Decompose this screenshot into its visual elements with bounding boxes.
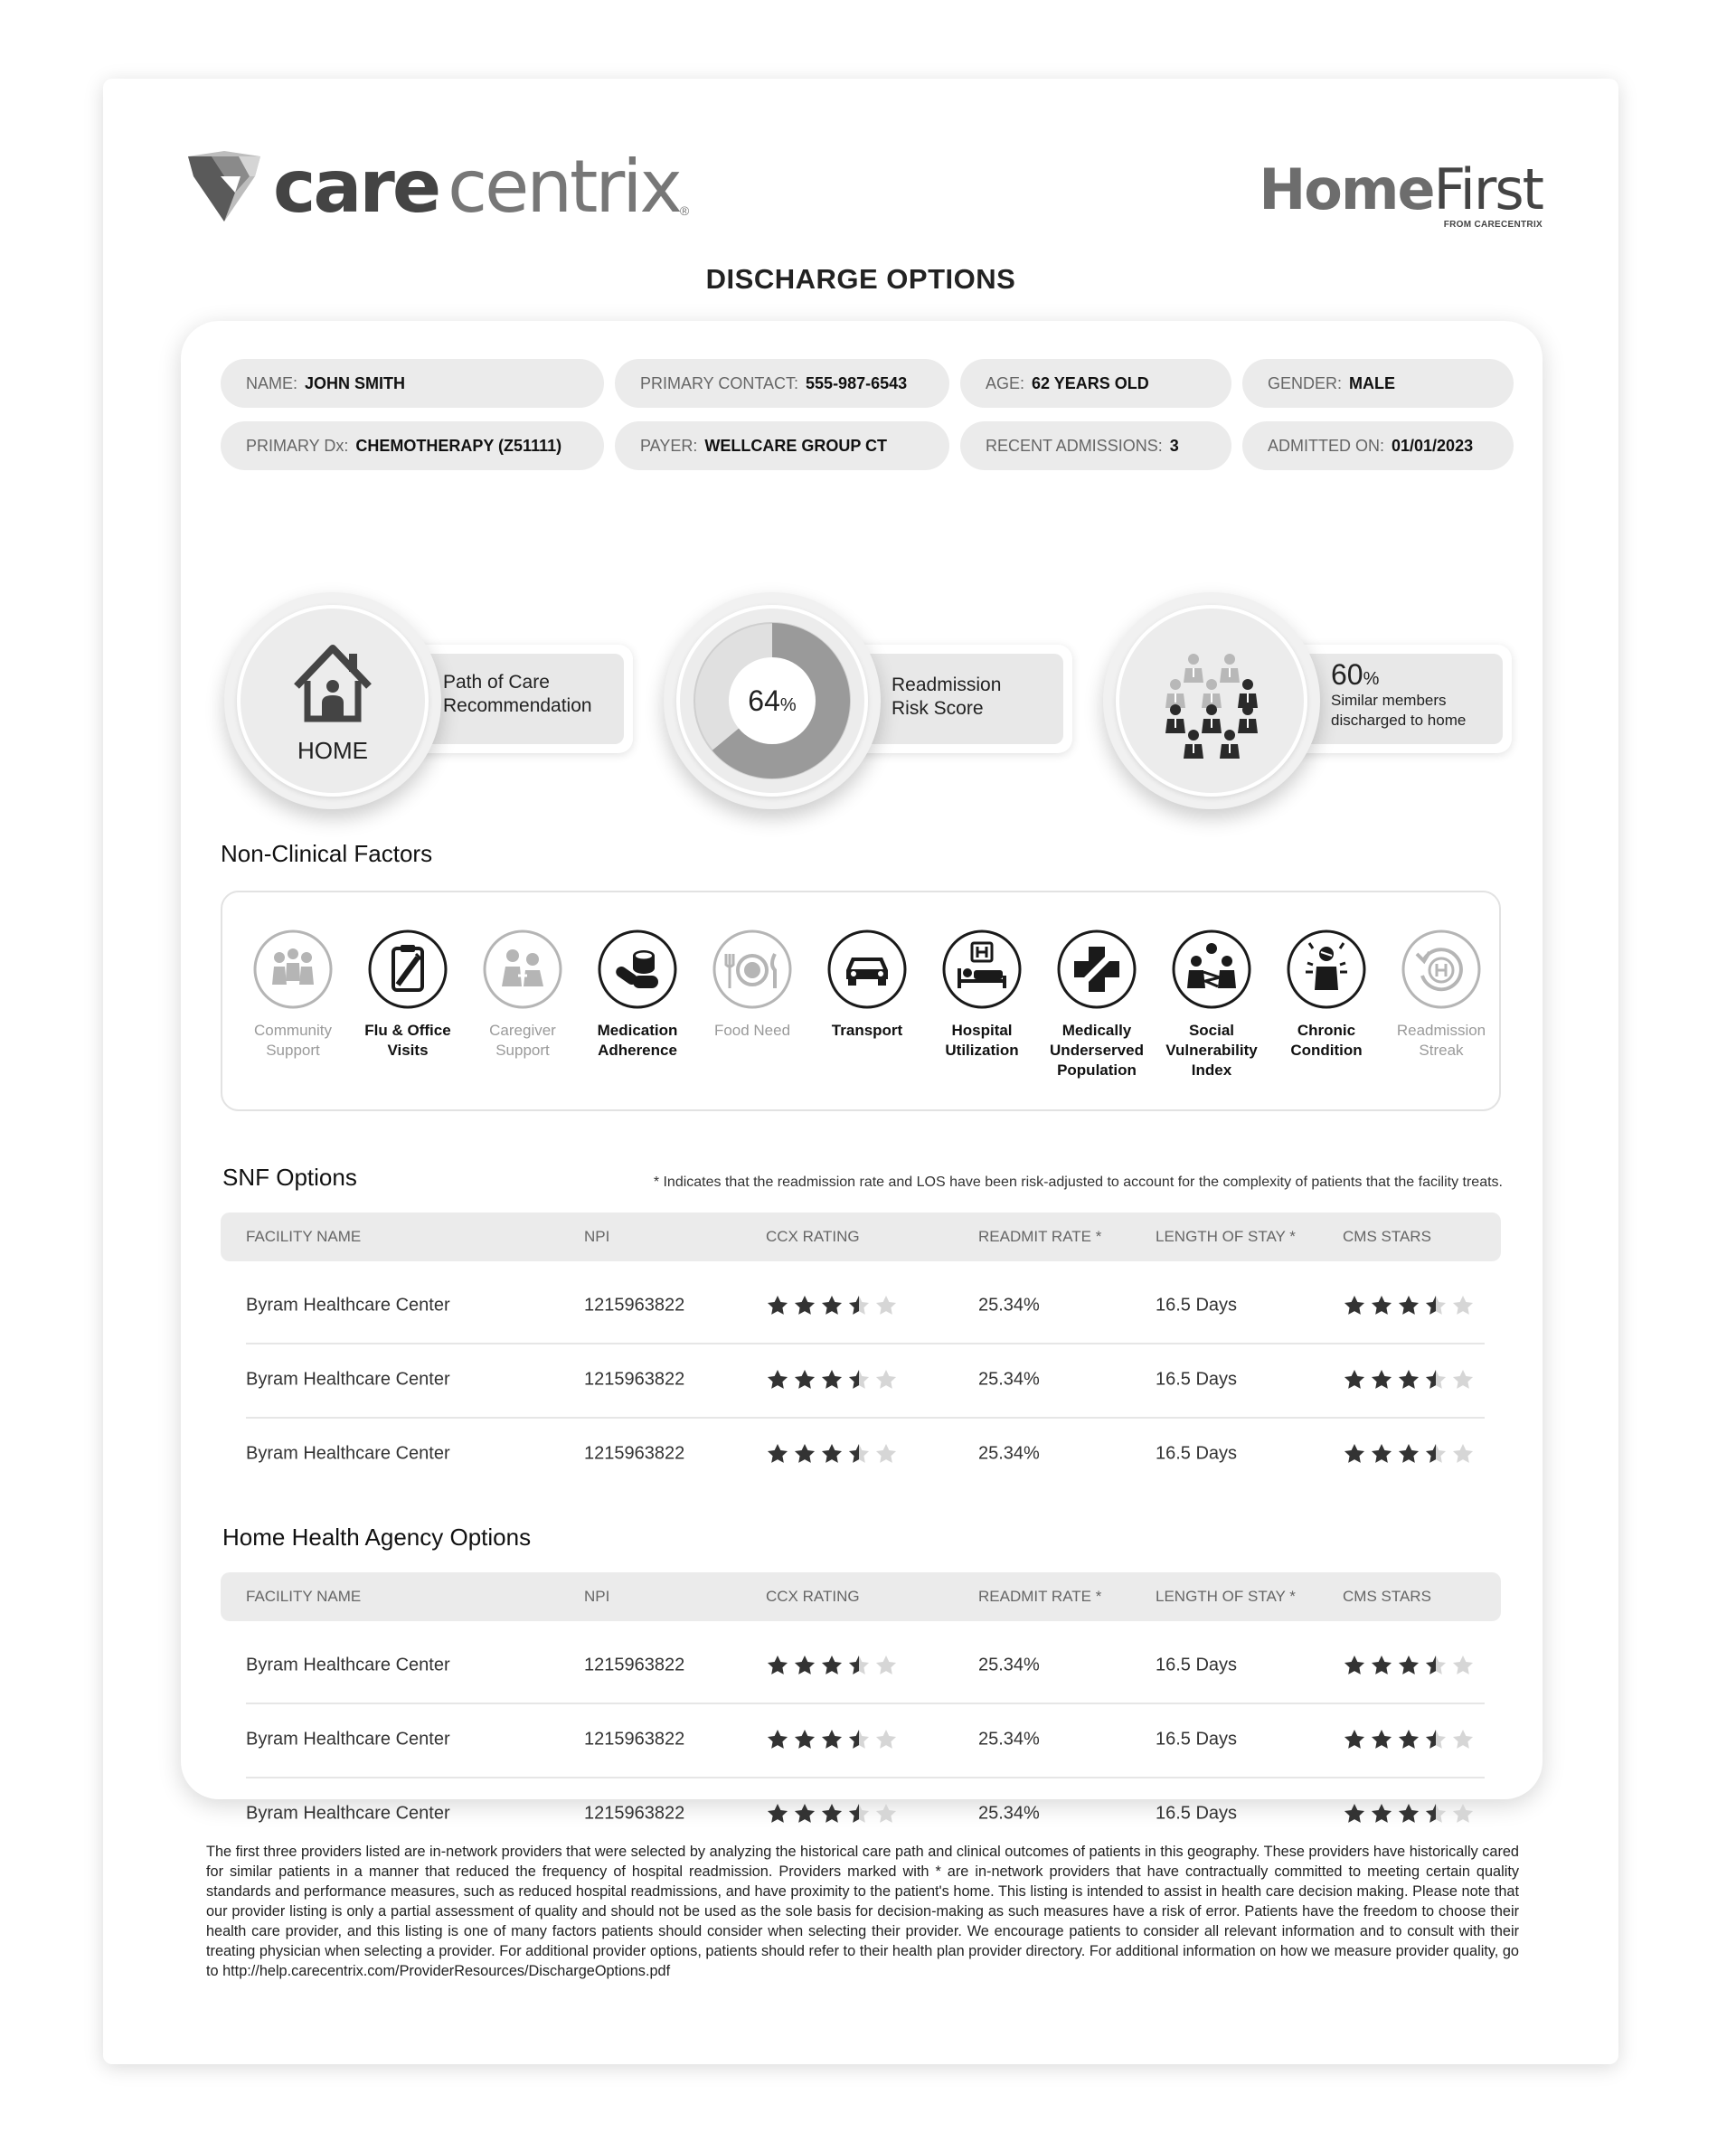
col-cms-stars: CMS STARS	[1343, 1588, 1431, 1605]
hha-options-heading: Home Health Agency Options	[222, 1524, 532, 1551]
star-half-icon	[847, 1654, 871, 1677]
admitted-label: ADMITTED ON:	[1268, 436, 1384, 455]
table-row	[246, 1628, 1485, 1704]
col-facility-name: FACILITY NAME	[246, 1588, 362, 1605]
facility-name-cell: Byram Healthcare Center	[246, 1295, 450, 1316]
person-dark-icon	[1220, 730, 1240, 759]
col-npi: NPI	[584, 1228, 610, 1245]
snf-table-header	[221, 1212, 1501, 1261]
recent-admissions-field	[960, 421, 1231, 470]
factor-food-need: Food Need	[689, 929, 816, 1041]
page-title: DISCHARGE OPTIONS	[705, 263, 1016, 295]
star-filled-icon	[793, 1294, 816, 1317]
col-facility-name: FACILITY NAME	[246, 1228, 362, 1245]
primary-dx-field	[221, 421, 604, 470]
readmit-rate-cell: 25.34%	[978, 1295, 1040, 1316]
admissions-value: 3	[1169, 436, 1179, 455]
person-dark-icon	[1238, 704, 1258, 733]
gender-field	[1242, 359, 1514, 408]
payer-value: WELLCARE GROUP CT	[704, 436, 888, 455]
length-of-stay-cell: 16.5 Days	[1156, 1295, 1238, 1316]
star-filled-icon	[793, 1368, 816, 1392]
star-filled-icon	[1370, 1294, 1393, 1317]
facility-name-cell: Byram Healthcare Center	[246, 1655, 450, 1675]
cms-stars	[1343, 1728, 1475, 1751]
star-filled-icon	[820, 1442, 844, 1466]
homefirst-word-home: Home	[1259, 156, 1434, 222]
person-light-icon	[1220, 654, 1240, 683]
star-filled-icon	[766, 1654, 789, 1677]
readmit-rate-cell: 25.34%	[978, 1443, 1040, 1464]
star-filled-icon	[793, 1802, 816, 1826]
star-empty-icon	[1451, 1368, 1475, 1392]
caregiver-icon	[482, 929, 563, 1010]
factor-chronic-condition: Chronic Condition	[1263, 929, 1390, 1061]
star-filled-icon	[820, 1728, 844, 1751]
facility-name-cell: Byram Healthcare Center	[246, 1729, 450, 1750]
star-filled-icon	[1343, 1654, 1366, 1677]
factor-readmission-streak: Readmission Streak	[1378, 929, 1505, 1061]
length-of-stay-cell: 16.5 Days	[1156, 1803, 1238, 1824]
star-filled-icon	[766, 1368, 789, 1392]
npi-cell: 1215963822	[584, 1803, 685, 1824]
table-row	[246, 1269, 1485, 1344]
star-half-icon	[1424, 1802, 1448, 1826]
factor-medically-underserved: Medically Underserved Population	[1033, 929, 1160, 1080]
star-half-icon	[1424, 1294, 1448, 1317]
patient-name-field	[221, 359, 604, 408]
admissions-label: RECENT ADMISSIONS:	[986, 436, 1163, 455]
contact-label: PRIMARY CONTACT:	[640, 373, 799, 392]
risk-adjusted-note: * Indicates that the readmission rate and LOS have been risk-adjusted to account for the complexity of patients that the facility treats.	[653, 1175, 1503, 1190]
path-of-care-label: Path of Care Recommendation	[443, 672, 592, 716]
factor-flu-office-visits: Flu & Office Visits	[344, 929, 471, 1061]
registered-mark: ®	[679, 203, 690, 218]
ccx-rating-stars	[766, 1294, 898, 1317]
factor-social-vulnerability: Social Vulnerability Index	[1148, 929, 1275, 1080]
star-half-icon	[1424, 1728, 1448, 1751]
factor-hospital-utilization: Hospital Utilization	[919, 929, 1045, 1061]
non-clinical-factors-heading: Non-Clinical Factors	[221, 840, 433, 867]
star-filled-icon	[1343, 1802, 1366, 1826]
star-filled-icon	[1370, 1654, 1393, 1677]
readmission-risk-label: Readmission Risk Score	[892, 675, 1002, 719]
star-filled-icon	[766, 1442, 789, 1466]
star-filled-icon	[1343, 1728, 1366, 1751]
star-half-icon	[847, 1802, 871, 1826]
gender-label: GENDER:	[1268, 373, 1343, 392]
ccx-rating-stars	[766, 1654, 898, 1677]
facility-name-cell: Byram Healthcare Center	[246, 1443, 450, 1464]
dx-label: PRIMARY Dx:	[246, 436, 349, 455]
homefirst-word-first: First	[1433, 156, 1543, 222]
star-empty-icon	[874, 1294, 898, 1317]
admitted-on-field	[1242, 421, 1514, 470]
pain-person-icon	[1286, 929, 1367, 1010]
contact-value: 555-987-6543	[806, 373, 908, 392]
star-empty-icon	[874, 1442, 898, 1466]
plate-icon	[712, 929, 793, 1010]
col-cms-stars: CMS STARS	[1343, 1228, 1431, 1245]
star-half-icon	[1424, 1442, 1448, 1466]
star-filled-icon	[1397, 1368, 1420, 1392]
star-filled-icon	[766, 1728, 789, 1751]
hospital-bed-icon	[941, 929, 1023, 1010]
star-empty-icon	[874, 1802, 898, 1826]
readmit-rate-cell: 25.34%	[978, 1803, 1040, 1824]
social-people-icon	[1171, 929, 1252, 1010]
star-half-icon	[1424, 1368, 1448, 1392]
star-filled-icon	[793, 1654, 816, 1677]
readmission-risk-circle	[676, 605, 868, 797]
person-dark-icon	[1165, 704, 1185, 733]
carecentrix-logo	[184, 145, 690, 229]
star-filled-icon	[820, 1802, 844, 1826]
non-clinical-factors-panel	[221, 891, 1501, 1111]
ccx-rating-stars	[766, 1368, 898, 1392]
star-empty-icon	[874, 1654, 898, 1677]
risk-score-value: 64%	[748, 684, 797, 717]
star-filled-icon	[820, 1654, 844, 1677]
col-length-of-stay: LENGTH OF STAY *	[1156, 1228, 1296, 1245]
homefirst-logo	[1259, 156, 1543, 230]
star-filled-icon	[793, 1442, 816, 1466]
star-filled-icon	[766, 1802, 789, 1826]
similar-members-circle	[1116, 605, 1307, 797]
people-grid-icon	[1116, 605, 1307, 797]
npi-cell: 1215963822	[584, 1655, 685, 1675]
readmit-rate-cell: 25.34%	[978, 1729, 1040, 1750]
star-filled-icon	[820, 1294, 844, 1317]
star-filled-icon	[766, 1294, 789, 1317]
carecentrix-word-care: care	[273, 145, 439, 229]
star-filled-icon	[793, 1728, 816, 1751]
ccx-rating-stars	[766, 1442, 898, 1466]
path-of-care-tile	[224, 592, 640, 818]
star-filled-icon	[1370, 1728, 1393, 1751]
star-filled-icon	[820, 1368, 844, 1392]
col-npi: NPI	[584, 1588, 610, 1605]
factor-community-support: Community Support	[230, 929, 356, 1061]
path-of-care-circle	[237, 605, 429, 797]
disclaimer-text: The first three providers listed are in-network providers that were selected by analyzing the historical care path and clinical outcomes of patients in this geography. These providers have historically cared for similar patients in a manner that reduced the frequency of hospital readmission. Providers marked with * are in-network providers that have contractually committed to meeting certain quality standards and performance measures, such as reduced hospital readmissions, and have proximity to the patient's home. This listing is intended to assist in health care decision making. Please note that our provider listing is only a partial assessment of quality and should not be used as the sole basis for decision-making as such measures have a risk of error. Patients have the freedom to choose their health care provider, and this listing is one of many factors patients should consider when selecting their provider. We encourage patients to consider all relevant information and to consult with their treating physician when selecting a provider. For additional provider options, patients should refer to their health plan provider directory. For additional information on how we measure provider quality, go to http://help.carecentrix.com/ProviderResources/DischargeOptions.pdf	[206, 1844, 1519, 1979]
table-row	[246, 1777, 1485, 1851]
community-support-icon	[252, 929, 334, 1010]
discharge-card	[181, 321, 1543, 1824]
col-length-of-stay: LENGTH OF STAY *	[1156, 1588, 1296, 1605]
person-dark-icon	[1184, 730, 1203, 759]
length-of-stay-cell: 16.5 Days	[1156, 1369, 1238, 1390]
col-readmit-rate: READMIT RATE *	[978, 1588, 1102, 1605]
table-row	[246, 1417, 1485, 1491]
readmission-risk-tile	[664, 592, 1080, 818]
star-filled-icon	[1343, 1442, 1366, 1466]
npi-cell: 1215963822	[584, 1729, 685, 1750]
snf-options-heading: SNF Options	[222, 1164, 357, 1191]
facility-name-cell: Byram Healthcare Center	[246, 1369, 450, 1390]
gender-value: MALE	[1349, 373, 1396, 392]
factor-caregiver-support: Caregiver Support	[459, 929, 586, 1061]
table-row	[246, 1343, 1485, 1419]
star-filled-icon	[1397, 1442, 1420, 1466]
name-value: JOHN SMITH	[305, 373, 406, 392]
star-filled-icon	[1397, 1728, 1420, 1751]
factor-medication-adherence: Medication Adherence	[574, 929, 701, 1061]
cms-stars	[1343, 1442, 1475, 1466]
star-filled-icon	[1397, 1654, 1420, 1677]
primary-contact-field	[615, 359, 949, 408]
name-label: NAME:	[246, 373, 298, 392]
facility-name-cell: Byram Healthcare Center	[246, 1803, 450, 1824]
pills-icon	[597, 929, 678, 1010]
star-empty-icon	[874, 1368, 898, 1392]
star-filled-icon	[1370, 1802, 1393, 1826]
star-filled-icon	[1397, 1802, 1420, 1826]
readmit-rate-cell: 25.34%	[978, 1655, 1040, 1675]
length-of-stay-cell: 16.5 Days	[1156, 1443, 1238, 1464]
document-page	[103, 79, 1618, 2064]
readmit-rate-cell: 25.34%	[978, 1369, 1040, 1390]
star-empty-icon	[1451, 1294, 1475, 1317]
cms-stars	[1343, 1368, 1475, 1392]
star-filled-icon	[1370, 1368, 1393, 1392]
ccx-rating-stars	[766, 1728, 898, 1751]
npi-cell: 1215963822	[584, 1369, 685, 1390]
star-empty-icon	[874, 1728, 898, 1751]
cms-stars	[1343, 1294, 1475, 1317]
col-ccx-rating: CCX RATING	[766, 1228, 860, 1245]
length-of-stay-cell: 16.5 Days	[1156, 1729, 1238, 1750]
table-row	[246, 1703, 1485, 1778]
person-dark-icon	[1238, 679, 1258, 708]
star-half-icon	[847, 1368, 871, 1392]
syringe-clipboard-icon	[367, 929, 448, 1010]
similar-members-tile	[1103, 592, 1519, 818]
star-half-icon	[1424, 1654, 1448, 1677]
cms-stars	[1343, 1654, 1475, 1677]
star-filled-icon	[1343, 1294, 1366, 1317]
carecentrix-mark-icon	[184, 149, 264, 225]
factor-transport: Transport	[804, 929, 930, 1041]
star-filled-icon	[1370, 1442, 1393, 1466]
person-light-icon	[1165, 679, 1185, 708]
star-empty-icon	[1451, 1802, 1475, 1826]
star-half-icon	[847, 1728, 871, 1751]
person-dark-icon	[1202, 704, 1222, 733]
cms-stars	[1343, 1802, 1475, 1826]
star-empty-icon	[1451, 1728, 1475, 1751]
admitted-value: 01/01/2023	[1392, 436, 1474, 455]
dx-value: CHEMOTHERAPY (Z51111)	[355, 436, 562, 455]
age-label: AGE:	[986, 373, 1025, 392]
hha-table-header	[221, 1572, 1501, 1621]
similar-members-text: 60% Similar members discharged to home	[1331, 658, 1467, 729]
star-filled-icon	[1343, 1368, 1366, 1392]
hospital-return-icon	[1401, 929, 1482, 1010]
col-readmit-rate: READMIT RATE *	[978, 1228, 1102, 1245]
path-of-care-value: HOME	[297, 737, 368, 764]
payer-label: PAYER:	[640, 436, 698, 455]
star-half-icon	[847, 1294, 871, 1317]
col-ccx-rating: CCX RATING	[766, 1588, 860, 1605]
npi-cell: 1215963822	[584, 1295, 685, 1316]
star-filled-icon	[1397, 1294, 1420, 1317]
age-field	[960, 359, 1231, 408]
person-light-icon	[1202, 679, 1222, 708]
no-cross-icon	[1056, 929, 1137, 1010]
payer-field	[615, 421, 949, 470]
star-empty-icon	[1451, 1442, 1475, 1466]
person-light-icon	[1184, 654, 1203, 683]
ccx-rating-stars	[766, 1802, 898, 1826]
npi-cell: 1215963822	[584, 1443, 685, 1464]
age-value: 62 YEARS OLD	[1032, 373, 1149, 392]
home-icon	[237, 605, 429, 797]
star-empty-icon	[1451, 1654, 1475, 1677]
carecentrix-word-centrix: centrix	[448, 145, 680, 229]
length-of-stay-cell: 16.5 Days	[1156, 1655, 1238, 1675]
homefirst-tagline: FROM CARECENTRIX	[1443, 220, 1543, 230]
car-icon	[826, 929, 908, 1010]
star-half-icon	[847, 1442, 871, 1466]
